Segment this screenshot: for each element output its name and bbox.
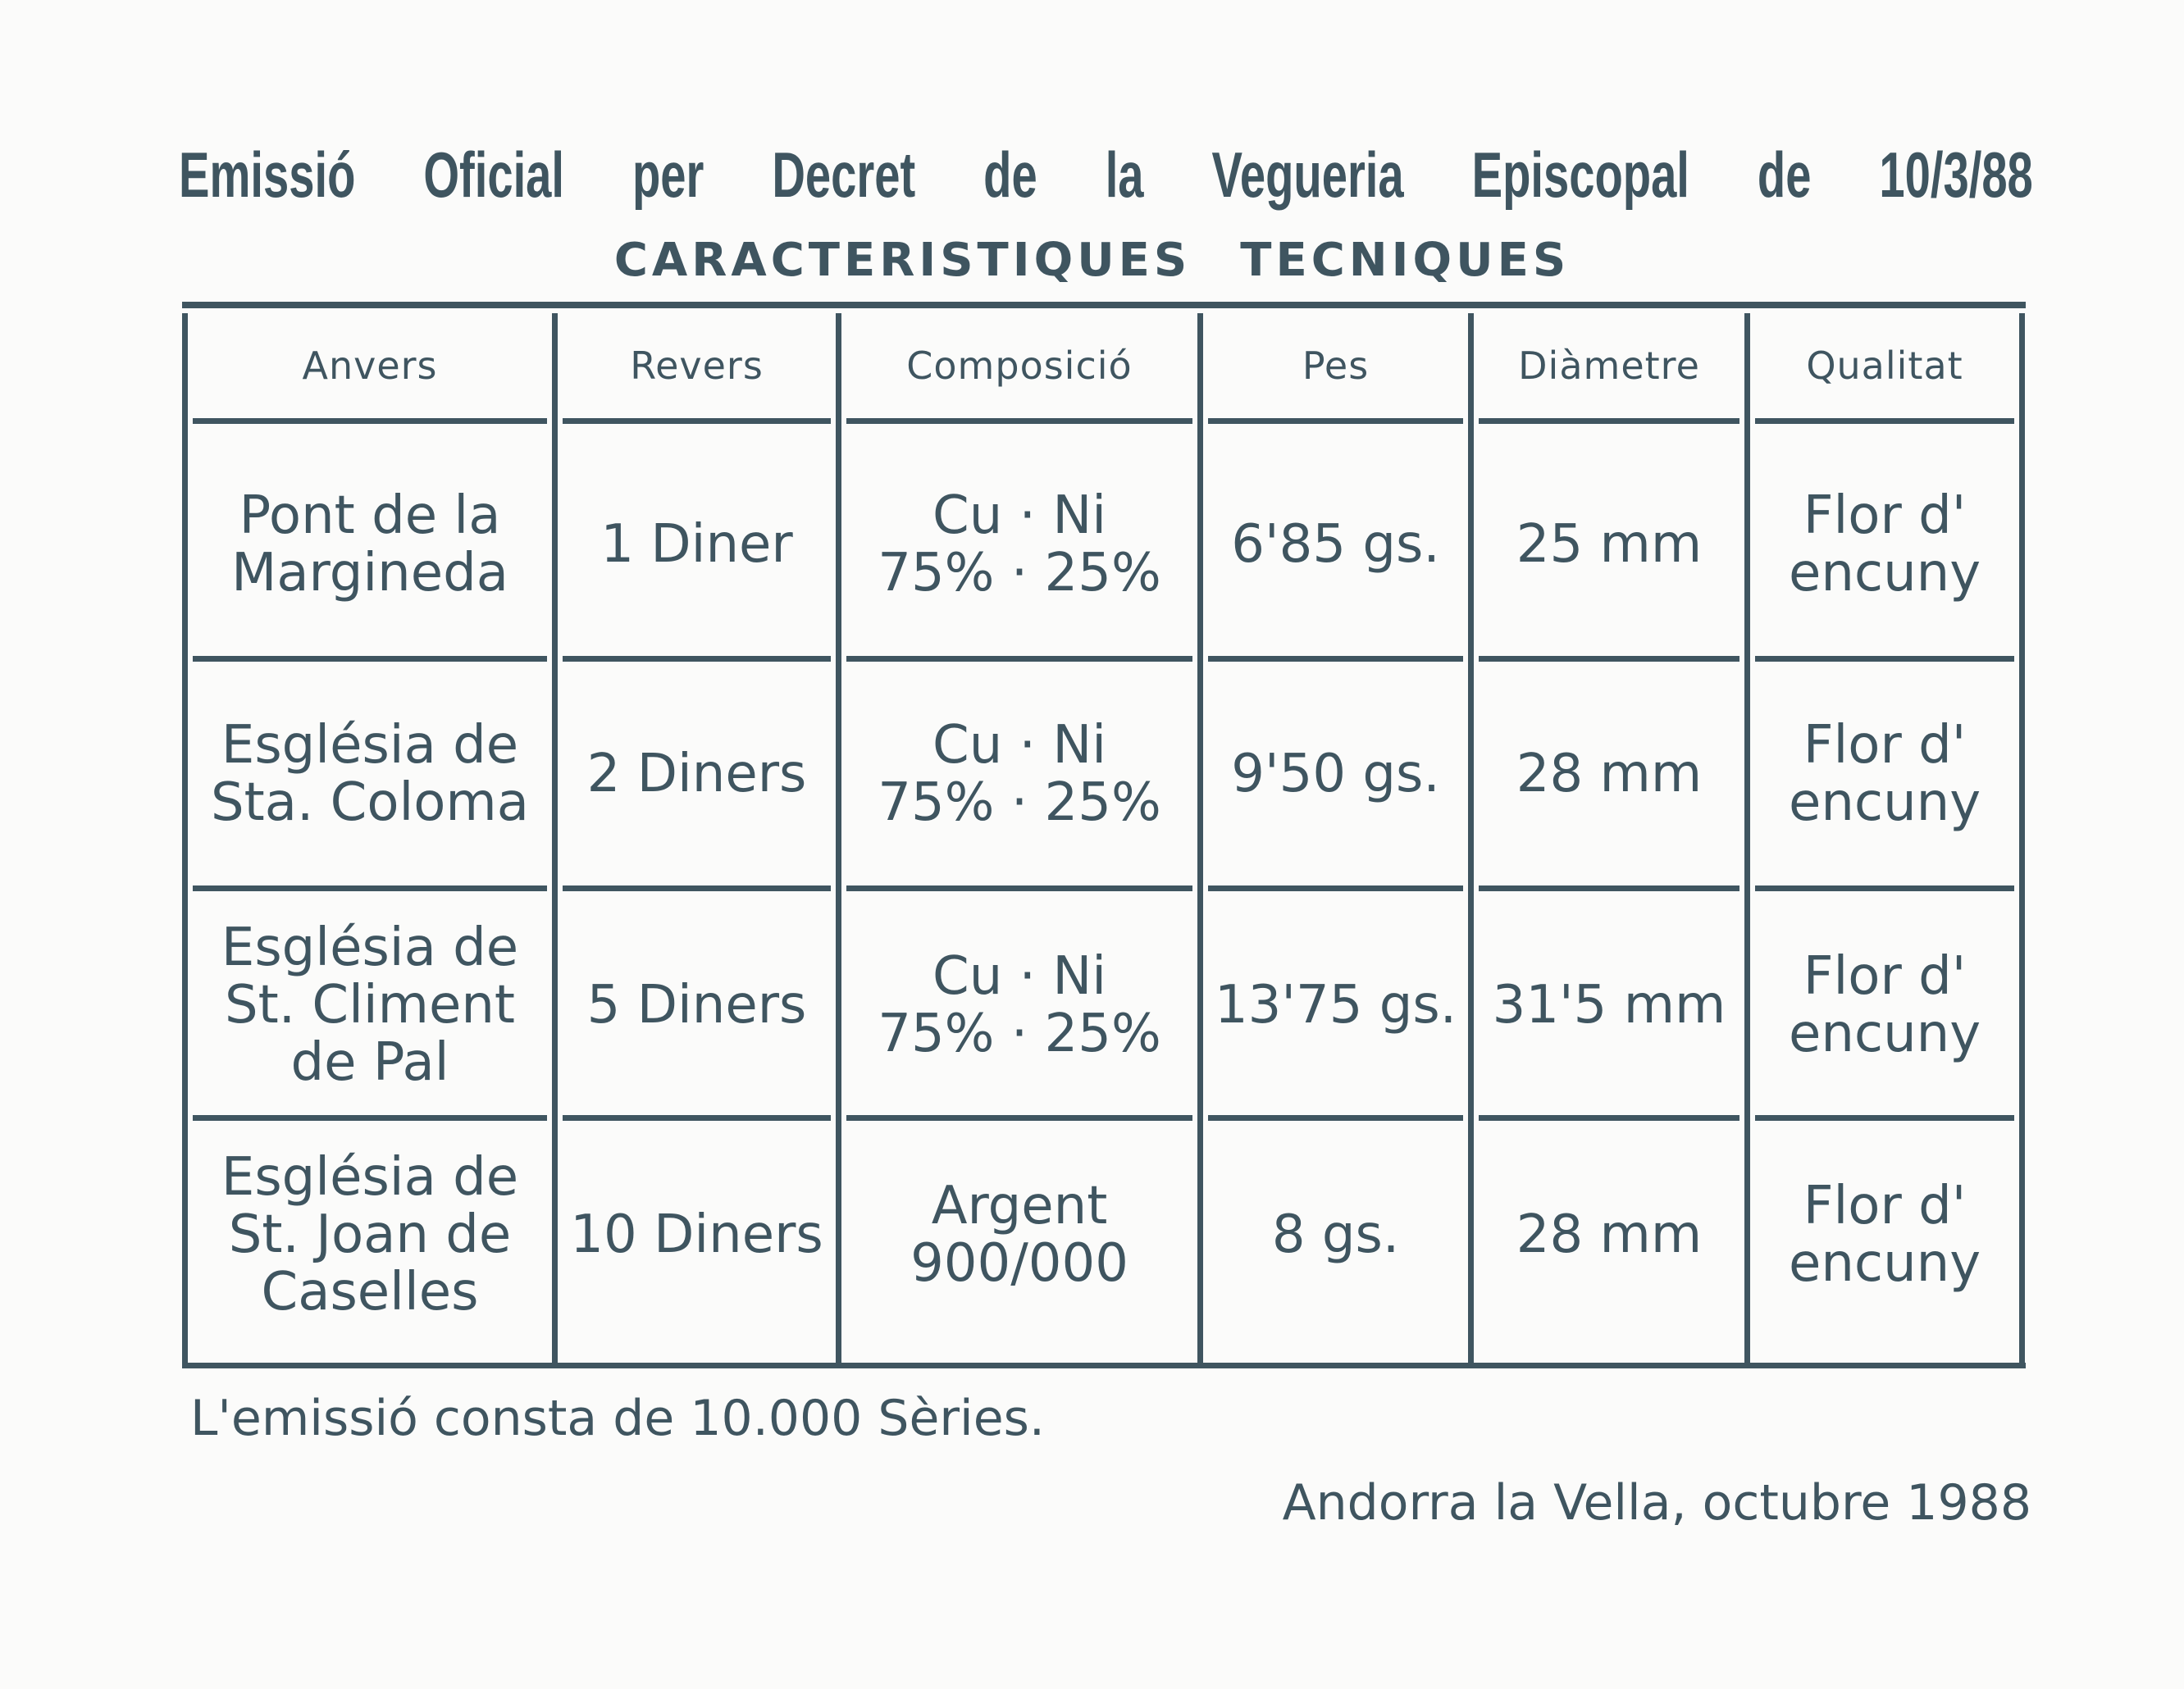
cell-line: 5 Diners [586,975,807,1036]
cell-line: encuny [1788,1004,1981,1064]
cell-line: 10 Diners [570,1204,823,1265]
table-vrule [182,313,188,1363]
cell-line: 75% · 25% [878,543,1161,603]
table-row-rule [1479,656,1739,662]
table-cell-composicio [841,662,1197,885]
cell-line: 9'50 gs. [1231,744,1440,804]
table-cell-diametre [1474,1123,1744,1346]
cell-line: St. Joan de [228,1204,512,1265]
header-composicio: Composició [906,344,1133,388]
table-row-rule [1755,885,2014,891]
cell-line: de Pal [290,1032,449,1093]
cell-line: encuny [1788,772,1981,833]
cell-line: 900/000 [910,1233,1128,1294]
cell-line: encuny [1788,1233,1981,1294]
cell-line: Església de [221,917,519,978]
table-vrule [1468,313,1474,1363]
cell-line: Flor d' [1803,715,1967,776]
table-cell-diametre [1474,433,1744,656]
cell-line: 75% · 25% [878,1004,1161,1064]
header-diametre: Diàmetre [1518,344,1700,388]
cell-line: Cu · Ni [932,946,1106,1007]
cell-line: 75% · 25% [878,772,1161,833]
table-cell-pes [1203,662,1468,885]
table-row-rule [193,418,547,424]
cell-line: 1 Diner [600,514,793,575]
table-row-rule [563,418,831,424]
table-vrule [1744,313,1750,1363]
table-row-rule [563,885,831,891]
table-cell-anvers [188,1123,552,1346]
cell-line: Caselles [261,1262,479,1323]
table-cell-qualitat [1750,894,2019,1117]
table-cell-composicio [841,433,1197,656]
table-top-rule [182,302,2026,308]
cell-line: Cu · Ni [932,715,1106,776]
cell-line: 31'5 mm [1492,975,1726,1036]
cell-line: 28 mm [1516,744,1703,804]
table-vrule [552,313,558,1363]
table-cell-qualitat [1750,662,2019,885]
table-cell-anvers [188,662,552,885]
table-row-rule [846,418,1192,424]
table-row-rule [1208,656,1463,662]
cell-line: 13'75 gs. [1214,975,1457,1036]
table-row-rule [193,885,547,891]
place-and-date: Andorra la Vella, octubre 1988 [1282,1474,2031,1532]
cell-line: Església de [221,715,519,776]
cell-line: Església de [221,1147,519,1208]
table-cell-diametre [1474,662,1744,885]
cell-line: 8 gs. [1271,1204,1400,1265]
cell-line: Sta. Coloma [211,772,529,833]
specs-table [182,302,2026,1368]
table-bottom-rule [182,1363,2026,1368]
cell-line: Margineda [231,543,508,603]
table-row-rule [1479,885,1739,891]
table-cell-pes [1203,433,1468,656]
cell-line: 28 mm [1516,1204,1703,1265]
cell-line: Pont de la [239,485,501,546]
table-vrule [836,313,841,1363]
table-cell-qualitat [1750,433,2019,656]
table-cell-anvers [188,433,552,656]
issue-note: L'emissió consta de 10.000 Sèries. [190,1390,1045,1447]
document-subtitle [0,231,2184,290]
table-row-rule [846,656,1192,662]
table-cell-composicio [841,1123,1197,1346]
table-cell-pes [1203,894,1468,1117]
header-qualitat: Qualitat [1806,344,1963,388]
cell-line: encuny [1788,543,1981,603]
cell-line: 6'85 gs. [1231,514,1440,575]
table-row-rule [563,656,831,662]
cell-line: Flor d' [1803,946,1967,1007]
table-cell-pes [1203,1123,1468,1346]
cell-line: Cu · Ni [932,485,1106,546]
table-row-rule [1208,885,1463,891]
table-cell-revers [558,894,836,1117]
table-cell-revers [558,662,836,885]
table-cell-qualitat [1750,1123,2019,1346]
table-row-rule [1755,656,2014,662]
table-row-rule [193,656,547,662]
table-cell-diametre [1474,894,1744,1117]
table-vrule [2019,313,2025,1363]
cell-line: 2 Diners [586,744,807,804]
document-title: Emissió Oficial per Decret de la Vegueria Episcopal de 10/3/88 [179,139,2033,211]
cell-line: Argent [931,1176,1108,1236]
header-pes: Pes [1302,344,1370,388]
header-anvers: Anvers [302,344,438,388]
table-cell-revers [558,433,836,656]
cell-line: Flor d' [1803,1176,1967,1236]
table-cell-composicio [841,894,1197,1117]
table-row-rule [1208,418,1463,424]
cell-line: St. Climent [224,975,516,1036]
table-cell-anvers [188,894,552,1117]
cell-line: Flor d' [1803,485,1967,546]
table-row-rule [1479,418,1739,424]
table-cell-revers [558,1123,836,1346]
subtitle-word-1: CARACTERISTIQUES [613,234,1192,287]
subtitle-word-2: TECNIQUES [1240,234,1571,287]
cell-line: 25 mm [1516,514,1703,575]
header-revers: Revers [630,344,764,388]
table-vrule [1197,313,1203,1363]
table-row-rule [1755,418,2014,424]
table-row-rule [846,885,1192,891]
